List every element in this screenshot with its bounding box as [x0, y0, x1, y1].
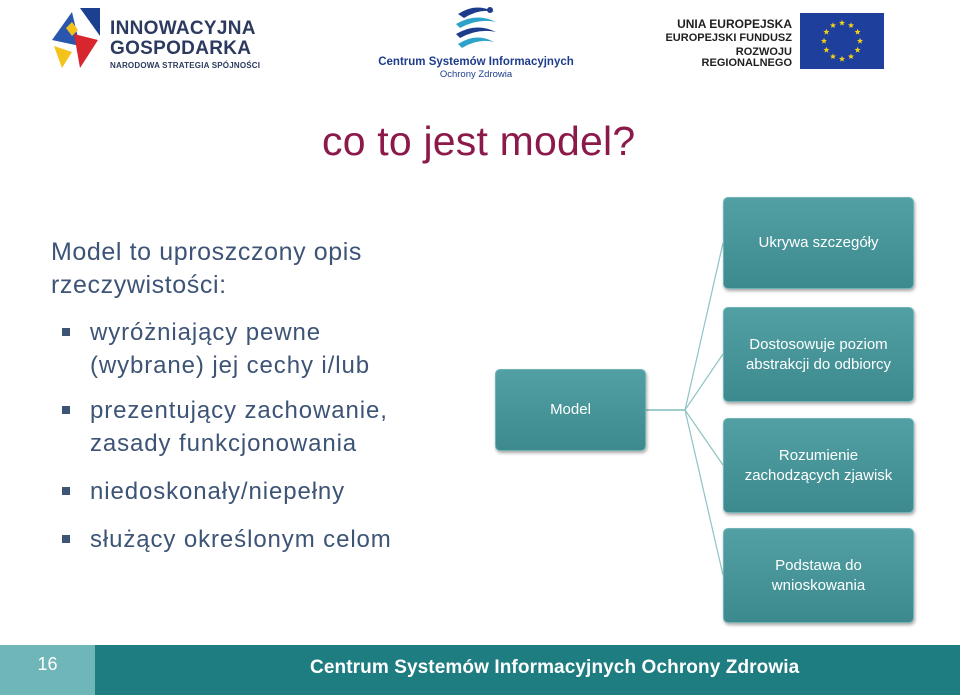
bullet-3-line1: niedoskonały/niepełny [90, 478, 346, 505]
page-number: 16 [0, 645, 95, 695]
bullet-square-icon [62, 487, 70, 495]
diagram-node-1 [723, 197, 914, 289]
bullet-2-line2: zasady funkcjonowania [90, 430, 358, 457]
logo-right-line3: ROZWOJU REGIONALNEGO [701, 46, 792, 69]
node-4-line1: Podstawa do [775, 556, 862, 574]
node-2-line1: Dostosowuje poziom [749, 335, 888, 353]
logo-right-line1: UNIA EUROPEJSKA [677, 17, 792, 31]
diagram-node-2 [723, 307, 914, 402]
bullet-square-icon [62, 406, 70, 414]
innowacyjna-gospodarka-emblem-icon [50, 6, 102, 70]
logo-center-line2: Ochrony Zdrowia [439, 69, 513, 80]
node-4-line2: wnioskowania [771, 576, 866, 594]
intro-line2: rzeczywistości: [51, 271, 227, 299]
node-3-line1: Rozumienie [778, 446, 859, 464]
node-model-label: Model [550, 401, 591, 418]
diagram-node-4 [723, 528, 914, 623]
bullet-4-line1: służący określonym celom [90, 526, 392, 553]
csioz-emblem-icon [450, 4, 502, 54]
footer-org-name: Centrum Systemów Informacyjnych Ochrony Zdrowia [310, 657, 800, 678]
bullet-item [62, 475, 482, 508]
logo-left-line3: NARODOWA STRATEGIA SPÓJNOŚCI [110, 61, 261, 70]
logo-left-line1: INNOWACYJNA [110, 18, 256, 39]
node-3-line2: zachodzących zjawisk [744, 466, 893, 484]
node-1-line1: Ukrywa szczegóły [758, 234, 879, 251]
logo-unia-europejska [648, 12, 884, 70]
connector-3 [646, 410, 723, 465]
innowacyjna-gospodarka-wordmark [110, 19, 260, 70]
eu-flag-icon [800, 13, 884, 69]
logo-center-line1: Centrum Systemów Informacyjnych [378, 56, 574, 68]
connector-1 [646, 243, 723, 410]
bullet-item [62, 394, 482, 460]
connector-2 [646, 354, 723, 410]
logo-right-line2: EUROPEJSKI FUNDUSZ [665, 32, 792, 44]
unia-europejska-wordmark [648, 18, 792, 69]
connector-4 [646, 410, 723, 575]
bullet-1-line2: (wybrane) jej cechy i/lub [90, 352, 370, 379]
bullet-2-line1: prezentujący zachowanie, [90, 397, 388, 424]
logo-innowacyjna-gospodarka [50, 6, 265, 70]
bullet-square-icon [62, 328, 70, 336]
diagram-node-model [495, 369, 646, 451]
intro-line1: Model to uproszczony opis [51, 238, 362, 266]
diagram-node-3 [723, 418, 914, 513]
bullet-1-line1: wyróżniający pewne [90, 319, 321, 346]
slide-title: co to jest model? [322, 118, 636, 164]
bullet-item [62, 316, 482, 382]
logo-left-line2: GOSPODARKA [110, 38, 252, 59]
bullet-square-icon [62, 535, 70, 543]
bullet-item [62, 523, 482, 556]
logo-csioz [378, 4, 574, 82]
bullet-list [62, 316, 482, 556]
node-2-line2: abstrakcji do odbiorcy [745, 355, 892, 373]
intro-text [51, 236, 451, 302]
